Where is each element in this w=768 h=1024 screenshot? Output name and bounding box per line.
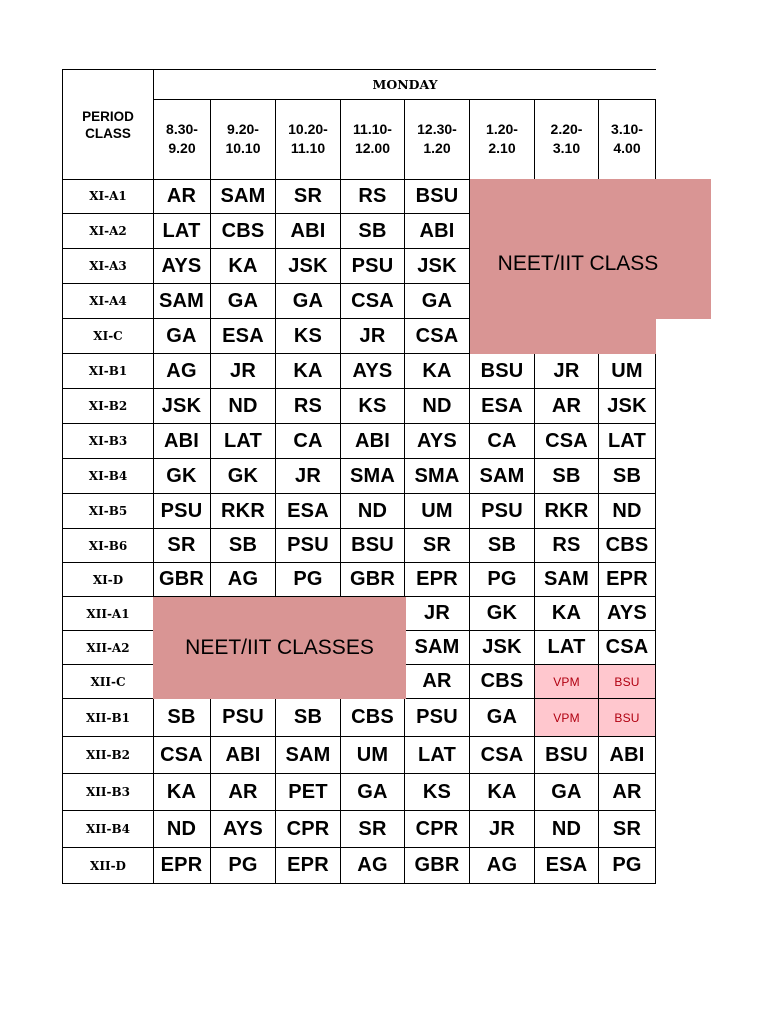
class-label: XI-A2	[62, 213, 154, 249]
timetable-cell: ABI	[275, 213, 341, 249]
timetable-cell: VPM	[534, 664, 599, 699]
timetable-cell: ND	[210, 388, 276, 424]
timetable-cell: GA	[275, 283, 341, 319]
class-label: XII-A1	[62, 596, 154, 631]
timetable-cell: RKR	[534, 493, 599, 529]
timetable-cell: EPR	[404, 562, 470, 597]
timetable-cell: CA	[469, 423, 535, 459]
timetable-cell: BSU	[340, 528, 405, 563]
period-time: 12.30-	[417, 121, 457, 137]
timetable-cell: SB	[598, 458, 656, 494]
timetable-cell: GA	[534, 773, 599, 811]
neet-iit-block-xii: NEET/IIT CLASSES	[153, 597, 406, 699]
timetable-cell: VPM	[534, 698, 599, 737]
timetable-cell: ND	[152, 810, 211, 848]
timetable-cell: KA	[534, 596, 599, 631]
period-time: 1.20-	[486, 121, 518, 137]
period-time: 1.20	[423, 140, 451, 156]
timetable-cell: AR	[404, 664, 470, 699]
timetable-cell: ND	[340, 493, 405, 529]
period-header	[153, 98, 211, 180]
timetable-cell: AR	[210, 773, 276, 811]
timetable-cell: SAM	[210, 178, 276, 214]
timetable-cell: JR	[275, 458, 341, 494]
period-header	[598, 98, 656, 180]
timetable-cell: AR	[152, 178, 211, 214]
timetable-cell: AG	[469, 847, 535, 884]
timetable-cell: BSU	[534, 736, 599, 774]
timetable-cell: SB	[152, 698, 211, 737]
timetable-cell: JR	[534, 353, 599, 389]
timetable-cell: GA	[210, 283, 276, 319]
timetable-cell: BSU	[598, 698, 656, 737]
class-label: XI-A3	[62, 248, 154, 284]
timetable-cell: PSU	[275, 528, 341, 563]
period-time: 8.30-	[166, 121, 198, 137]
timetable-cell: BSU	[404, 178, 470, 214]
timetable-cell: KS	[340, 388, 405, 424]
period-time: 11.10-	[353, 121, 392, 137]
period-time: 10.10	[225, 140, 261, 156]
timetable-cell: LAT	[404, 736, 470, 774]
timetable-cell: SR	[275, 178, 341, 214]
timetable-cell: UM	[340, 736, 405, 774]
class-label: XII-B4	[62, 810, 154, 848]
neet-iit-block-xi-extension	[470, 318, 656, 354]
timetable-cell: SR	[598, 810, 656, 848]
class-label: XII-B2	[62, 736, 154, 774]
timetable-cell: CPR	[275, 810, 341, 848]
class-label: XII-B3	[62, 773, 154, 811]
period-time: 9.20-	[227, 121, 259, 137]
timetable-cell: PSU	[210, 698, 276, 737]
timetable-cell: JSK	[598, 388, 656, 424]
timetable-cell: GA	[469, 698, 535, 737]
timetable-cell: KS	[404, 773, 470, 811]
class-label: XI-D	[62, 562, 154, 597]
corner-header	[62, 69, 154, 180]
timetable-cell: SMA	[340, 458, 405, 494]
neet-iit-label-xi: NEET/IIT CLASS	[497, 252, 659, 275]
timetable-cell: GK	[152, 458, 211, 494]
day-header: MONDAY	[153, 69, 656, 100]
period-header	[340, 98, 405, 180]
timetable-cell: SB	[534, 458, 599, 494]
timetable-cell: GA	[404, 283, 470, 319]
timetable-cell: EPR	[152, 847, 211, 884]
timetable-cell: SR	[152, 528, 211, 563]
period-time: 2.10	[488, 140, 516, 156]
period-time: 11.10	[290, 140, 326, 156]
timetable-cell: SAM	[152, 283, 211, 319]
class-label: XI-B5	[62, 493, 154, 529]
timetable-cell: AG	[152, 353, 211, 389]
timetable-cell: UM	[404, 493, 470, 529]
timetable-cell: CSA	[598, 630, 656, 665]
timetable-cell: SMA	[404, 458, 470, 494]
timetable-cell: JSK	[469, 630, 535, 665]
period-header	[404, 98, 470, 180]
timetable-cell: CBS	[598, 528, 656, 563]
timetable-cell: PG	[275, 562, 341, 597]
timetable-cell: PSU	[469, 493, 535, 529]
timetable-cell: RS	[275, 388, 341, 424]
timetable-cell: GBR	[152, 562, 211, 597]
timetable-cell: CPR	[404, 810, 470, 848]
timetable-cell: CA	[275, 423, 341, 459]
timetable-cell: AR	[534, 388, 599, 424]
timetable-cell: ABI	[210, 736, 276, 774]
timetable-cell: GBR	[404, 847, 470, 884]
period-header	[534, 98, 599, 180]
timetable-cell: AYS	[210, 810, 276, 848]
timetable-cell: AR	[598, 773, 656, 811]
timetable-cell: SB	[210, 528, 276, 563]
class-label: XII-B1	[62, 698, 154, 737]
timetable-cell: AG	[340, 847, 405, 884]
timetable-cell: CSA	[340, 283, 405, 319]
class-label: XI-B1	[62, 353, 154, 389]
corner-label-period: PERIOD	[82, 108, 134, 124]
class-label: XII-C	[62, 664, 154, 699]
timetable-cell: LAT	[210, 423, 276, 459]
timetable-cell: GA	[340, 773, 405, 811]
timetable-cell: CSA	[469, 736, 535, 774]
timetable-cell: AYS	[404, 423, 470, 459]
timetable-cell: SB	[469, 528, 535, 563]
timetable-cell: JR	[210, 353, 276, 389]
timetable-cell: ABI	[404, 213, 470, 249]
class-label: XII-A2	[62, 630, 154, 665]
timetable-cell: AG	[210, 562, 276, 597]
timetable-cell: PSU	[404, 698, 470, 737]
period-time: 3.10-	[611, 121, 643, 137]
timetable-cell: PSU	[152, 493, 211, 529]
timetable-cell: KA	[275, 353, 341, 389]
timetable-cell: ABI	[598, 736, 656, 774]
timetable-cell: CSA	[152, 736, 211, 774]
timetable-cell: JR	[340, 318, 405, 354]
timetable-cell: EPR	[275, 847, 341, 884]
period-time: 3.10	[552, 140, 581, 156]
timetable-cell: JSK	[404, 248, 470, 284]
timetable-cell: LAT	[598, 423, 656, 459]
timetable-cell: SAM	[404, 630, 470, 665]
timetable-cell: ABI	[340, 423, 405, 459]
timetable-cell: LAT	[152, 213, 211, 249]
timetable-cell: SR	[340, 810, 405, 848]
timetable-cell: PSU	[340, 248, 405, 284]
timetable-cell: RKR	[210, 493, 276, 529]
timetable-cell: SB	[340, 213, 405, 249]
class-label: XI-B6	[62, 528, 154, 563]
timetable-cell: UM	[598, 353, 656, 389]
period-header	[210, 98, 276, 180]
period-time: 4.00	[613, 140, 641, 156]
timetable-cell: BSU	[598, 664, 656, 699]
timetable-cell: ESA	[469, 388, 535, 424]
timetable-cell: LAT	[534, 630, 599, 665]
timetable-cell: JSK	[152, 388, 211, 424]
timetable-cell: CBS	[469, 664, 535, 699]
timetable-cell: ND	[598, 493, 656, 529]
timetable-cell: ESA	[534, 847, 599, 884]
timetable-cell: EPR	[598, 562, 656, 597]
timetable-cell: SB	[275, 698, 341, 737]
class-label: XI-B2	[62, 388, 154, 424]
timetable-cell: RS	[534, 528, 599, 563]
timetable-cell: KS	[275, 318, 341, 354]
timetable-cell: GK	[469, 596, 535, 631]
timetable-cell: KA	[469, 773, 535, 811]
timetable-cell: ND	[534, 810, 599, 848]
period-time: 9.20	[168, 140, 196, 156]
timetable-cell: AYS	[152, 248, 211, 284]
timetable-cell: AYS	[340, 353, 405, 389]
timetable-cell: ESA	[210, 318, 276, 354]
timetable-cell: ABI	[152, 423, 211, 459]
class-label: XI-B3	[62, 423, 154, 459]
timetable-cell: PG	[469, 562, 535, 597]
timetable-cell: SR	[404, 528, 470, 563]
period-time: 10.20-	[288, 121, 328, 137]
timetable-cell: GA	[152, 318, 211, 354]
timetable-cell: PG	[598, 847, 656, 884]
timetable-cell: CSA	[404, 318, 470, 354]
timetable-cell: SAM	[469, 458, 535, 494]
period-header	[275, 98, 341, 180]
corner-label-class: CLASS	[85, 125, 131, 141]
timetable-cell: PET	[275, 773, 341, 811]
period-header	[469, 98, 535, 180]
timetable-cell: KA	[152, 773, 211, 811]
timetable-cell: JR	[469, 810, 535, 848]
timetable-cell: KA	[210, 248, 276, 284]
period-time: 2.20-	[550, 121, 583, 137]
timetable-cell: CSA	[534, 423, 599, 459]
timetable-cell: GBR	[340, 562, 405, 597]
period-time: 12.00	[354, 140, 391, 156]
timetable-cell: SAM	[275, 736, 341, 774]
timetable-cell: ND	[404, 388, 470, 424]
timetable-cell: ESA	[275, 493, 341, 529]
class-label: XI-B4	[62, 458, 154, 494]
timetable-cell: KA	[404, 353, 470, 389]
timetable-cell: AYS	[598, 596, 656, 631]
timetable-cell: CBS	[340, 698, 405, 737]
class-label: XI-A4	[62, 283, 154, 319]
timetable-cell: CBS	[210, 213, 276, 249]
class-label: XI-C	[62, 318, 154, 354]
timetable-cell: SAM	[534, 562, 599, 597]
timetable-cell: PG	[210, 847, 276, 884]
timetable-cell: GK	[210, 458, 276, 494]
class-label: XI-A1	[62, 178, 154, 214]
timetable-cell: BSU	[469, 353, 535, 389]
timetable-cell: RS	[340, 178, 405, 214]
timetable-cell: JR	[404, 596, 470, 631]
class-label: XII-D	[62, 847, 154, 884]
timetable-cell: JSK	[275, 248, 341, 284]
